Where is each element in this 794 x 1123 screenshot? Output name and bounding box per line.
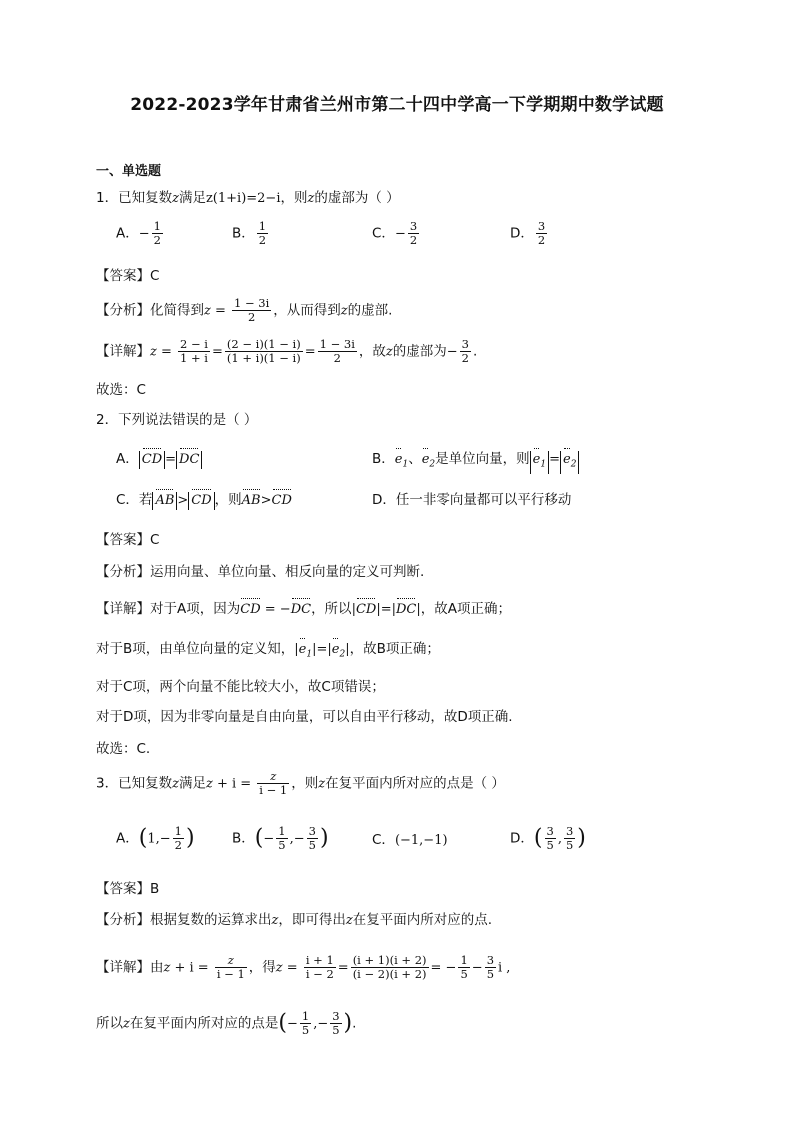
q1-stem: 1．已知复数z满足z(1+i)=2−i，则z的虚部为（ ） bbox=[96, 190, 400, 206]
q1-choose: 故选：C bbox=[96, 382, 146, 398]
q3-option-c: C．(−1,−1) bbox=[372, 832, 448, 848]
q2-detail-d: 对于D项，因为非零向量是自由向量，可以自由平行移动，故D项正确. bbox=[96, 709, 513, 725]
q1-detail: 【详解】z = $\frac{2 - i}{1 + i}$ = $\frac{(2 - i)(1 - i)}{(1 + i)(1 - i)}$ = $\frac{1 - 3i}{2}$ ，故z的虚部为− $\frac{3}{2}$ . bbox=[96, 337, 478, 365]
q1-answer: 【答案】C bbox=[96, 268, 160, 284]
q3-analysis: 【分析】根据复数的运算求出z，即可得出z在复平面内所对应的点. bbox=[96, 912, 493, 928]
q3-stem: 3．已知复数z满足z + i = $\frac{z}{i - 1}$ ，则z在复平面内所对应的点是（ ） bbox=[96, 769, 505, 797]
q2-option-c: C．若 AB > CD ，则AB>CD bbox=[116, 492, 292, 508]
q2-detail-b: 对于B项，由单位向量的定义知，$|e_1|=|e_2|$，故B项正确； bbox=[96, 641, 440, 660]
q3-answer: 【答案】B bbox=[96, 881, 160, 897]
q1-option-a: A．− $\frac{1}{2}$ bbox=[116, 219, 161, 247]
q2-detail-c: 对于C项，两个向量不能比较大小，故C项错误； bbox=[96, 679, 385, 695]
q2-detail: 【详解】对于A项，因为CD = −DC，所以|CD|=|DC|，故A项正确； bbox=[96, 601, 511, 617]
q2-choose: 故选：C. bbox=[96, 741, 151, 757]
q3-detail: 【详解】由z + i = $\frac{z}{i - 1}$ ，得z = $\frac{i + 1}{i - 2}$ = $\frac{(i + 1)(i + 2)}{(i - 2)(i + 2)}$ = − $\frac{1}{5}$ − $\frac{3}{5}$ i , bbox=[96, 953, 511, 981]
q3-conclusion: 所以z在复平面内所对应的点是(− $\frac{1}{5}$ ,− $\frac{3}{5}$ ). bbox=[96, 1009, 357, 1037]
q3-option-a: A．(1,− $\frac{1}{2}$ ) bbox=[116, 824, 195, 852]
q2-answer: 【答案】C bbox=[96, 532, 160, 548]
q2-analysis: 【分析】运用向量、单位向量、相反向量的定义可判断. bbox=[96, 564, 425, 580]
section-heading: 一、单选题 bbox=[96, 164, 162, 179]
q1-option-c: C．− $\frac{3}{2}$ bbox=[372, 219, 418, 247]
q2-option-d: D．任一非零向量都可以平行移动 bbox=[372, 492, 572, 508]
q1-option-b: B． $\frac{1}{2}$ bbox=[232, 219, 267, 247]
page-title: 2022-2023学年甘肃省兰州市第二十四中学高一下学期期中数学试题 bbox=[130, 95, 664, 115]
q3-option-b: B．(− $\frac{1}{5}$ ,− $\frac{3}{5}$ ) bbox=[232, 824, 329, 852]
q2-option-a: A． CD = DC bbox=[116, 450, 202, 469]
q1-option-d: D． $\frac{3}{2}$ bbox=[510, 219, 546, 247]
q1-analysis: 【分析】化简得到z = $\frac{1 - 3i}{2}$ ，从而得到z的虚部. bbox=[96, 296, 393, 324]
q2-stem: 2．下列说法错误的是（ ） bbox=[96, 412, 258, 428]
q3-option-d: D．( $\frac{3}{5}$ , $\frac{3}{5}$ ) bbox=[510, 824, 586, 852]
q2-option-b: B．$e_1$、$e_2$是单位向量，则 $e_1 = e_2$ bbox=[372, 450, 579, 474]
